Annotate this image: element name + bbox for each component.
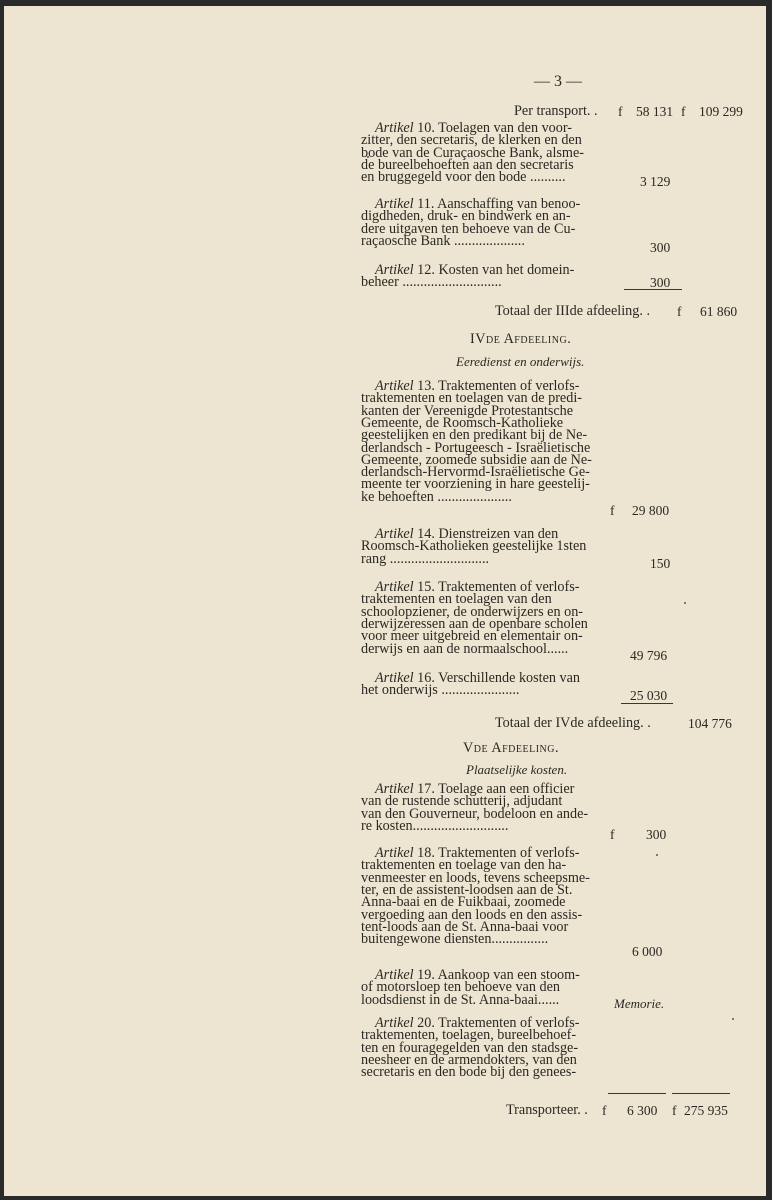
document-page [4, 6, 766, 1196]
article-14-amount: 150 [650, 556, 671, 571]
article-label: Artikel [375, 781, 414, 797]
article-label: Artikel [375, 262, 414, 278]
article-text: buitengewone diensten................ [361, 931, 549, 948]
transporteer-label: Transporteer. . [506, 1102, 588, 1118]
article-text: van den Gouverneur, bodeloon en ande- [361, 805, 589, 822]
article-text: meente ter voorziening in hare geestelij- [361, 476, 590, 493]
article-text: derwijzeressen aan de openbare scholen [361, 615, 588, 632]
text-line [361, 552, 489, 566]
article-text: traktementen en toelagen van den [361, 591, 552, 608]
article-text: Roomsch-Katholieken geestelijke 1sten [361, 538, 587, 555]
article-text: 12. Kosten van het domein- [413, 262, 575, 278]
article-text: Gemeente, de Roomsch-Katholieke [361, 414, 564, 431]
page-number: — 3 — [534, 73, 582, 90]
article-text: digdheden, druk- en bindwerk en an- [361, 208, 571, 225]
transporteer-f1: f [602, 1103, 607, 1118]
totaal-iii-f: f [677, 304, 682, 319]
article-text: het onderwijs ...................... [361, 682, 520, 699]
transporteer-amount2: 275 935 [684, 1103, 728, 1118]
article-label: Artikel [375, 1015, 414, 1031]
article-label: Artikel [375, 967, 414, 983]
article-12-amount: 300 [650, 275, 671, 290]
article-label: Artikel [375, 378, 414, 394]
totaal-iii-label: Totaal der IIIde afdeeling. . [495, 303, 650, 319]
article-text: 13. Traktementen of verlofs- [413, 378, 580, 394]
article-10-amount: 3 129 [640, 174, 671, 189]
section-v-title [463, 741, 559, 755]
article-text: 11. Aanschaffing van benoo- [413, 196, 581, 212]
article-text: bode van de Curaçaosche Bank, alsme- [361, 144, 584, 161]
article-13-amount: 29 800 [632, 503, 670, 518]
section-v-title-text: Vde Afdeeling. [463, 740, 560, 756]
article-18-amount: 6 000 [632, 944, 663, 959]
article-text: 18. Traktementen of verlofs- [413, 845, 580, 861]
text-line [361, 993, 559, 1007]
article-15-amount: 49 796 [630, 648, 668, 663]
article-19-amount: Memorie. [614, 996, 665, 1011]
article-text: kanten der Vereenigde Protestantsche [361, 402, 574, 419]
article-text: rang ............................ [361, 550, 490, 567]
article-16-amount: 25 030 [630, 688, 668, 703]
article-text: ke behoeften ..................... [361, 488, 512, 505]
scan-speck [656, 854, 658, 856]
article-text: vergoeding aan den loods en den assis- [361, 906, 583, 923]
article-text: ter, en de assistent-loodsen aan de St. [361, 881, 573, 898]
article-text: raçaosche Bank .................... [361, 232, 525, 249]
text-line [361, 642, 568, 656]
per-transport-f2: f [681, 104, 686, 119]
article-text: venmeester en loods, tevens scheepsme- [361, 869, 590, 886]
transporteer-amount1: 6 300 [627, 1103, 658, 1118]
article-text: secretaris en den bode bij den genees- [361, 1064, 577, 1081]
article-label: Artikel [375, 670, 414, 686]
per-transport-amount2: 109 299 [699, 104, 743, 119]
article-text: dere uitgaven ten behoeve van de Cu- [361, 220, 576, 237]
article-text: neesheer en de armendokters, van den [361, 1051, 577, 1068]
totaal-iv-label: Totaal der IVde afdeeling. . [495, 715, 651, 731]
per-transport-label: Per transport. . [514, 103, 598, 119]
section-v-subtitle: Plaatselijke kosten. [466, 762, 568, 777]
article-text: 14. Dienstreizen van den [413, 526, 559, 542]
article-text: tent-loods aan de St. Anna-baai voor [361, 918, 569, 935]
article-text: voor meer uitgebreid en elementair on- [361, 628, 583, 645]
article-label: Artikel [375, 526, 414, 542]
text-line [361, 234, 525, 248]
article-text: traktementen, toelagen, bureelbehoef- [361, 1027, 577, 1044]
text-line [361, 932, 548, 946]
transporteer-rule-2 [672, 1093, 730, 1094]
section-iv-title [470, 332, 571, 346]
transporteer-rule-1 [608, 1093, 666, 1094]
article-label: Artikel [375, 120, 414, 136]
totaal-iv-amount: 104 776 [688, 716, 732, 731]
article-text: re kosten........................... [361, 817, 509, 834]
article-text: loodsdienst in de St. Anna-baai...... [361, 991, 560, 1008]
per-transport-amount1: 58 131 [636, 104, 674, 119]
article-text: 19. Aankoop van een stoom- [413, 967, 580, 983]
article-text: derlandsch-Hervormd-Israëlietische Ge- [361, 464, 590, 481]
article-text: beheer ............................ [361, 274, 502, 291]
article-text: Anna-baai en de Fuikbaai, zoomede [361, 894, 566, 911]
article-text: 20. Traktementen of verlofs- [413, 1015, 580, 1031]
article-text: de bureelbehoeften aan den secretaris [361, 156, 574, 173]
subtotal-rule-iv [621, 703, 673, 704]
article-text: en bruggegeld voor den bode .......... [361, 169, 566, 186]
article-text: derlandsch - Portugeesch - Israëlietische [361, 439, 591, 456]
article-label: Artikel [375, 845, 414, 861]
article-13-f: f [610, 503, 615, 518]
article-label: Artikel [375, 579, 414, 595]
article-text: traktementen en toelage van den ha- [361, 857, 567, 874]
text-line [361, 683, 519, 697]
article-text: 10. Toelagen van den voor- [413, 120, 573, 136]
section-iv-subtitle: Eeredienst en onderwijs. [456, 354, 585, 369]
section-iv-title-text: IVde Afdeeling. [470, 331, 572, 347]
article-text: geestelijken en den predikant bij de Ne- [361, 427, 588, 444]
text-line [361, 1065, 576, 1079]
article-text: van de rustende schutterij, adjudant [361, 793, 563, 810]
article-text: Gemeente, zoomede subsidie aan de Ne- [361, 451, 592, 468]
subtotal-rule-iii [624, 289, 682, 290]
article-text: of motorsloep ten behoeve van den [361, 979, 560, 996]
transporteer-f2: f [672, 1103, 677, 1118]
article-11-amount: 300 [650, 240, 671, 255]
article-text: schoolopziener, de onderwijzers en on- [361, 603, 584, 620]
article-text: 16. Verschillende kosten van [413, 670, 581, 686]
article-text: 15. Traktementen of verlofs- [413, 579, 580, 595]
per-transport-f1: f [618, 104, 623, 119]
article-label: Artikel [375, 196, 414, 212]
text-line [361, 275, 502, 289]
article-text: zitter, den secretaris, de klerken en den [361, 132, 582, 149]
article-text: ten en fouragegelden van den stadsge- [361, 1039, 579, 1056]
article-17-amount: 300 [646, 827, 667, 842]
text-line [361, 490, 512, 504]
article-text: derwijs en aan de normaalschool...... [361, 640, 569, 657]
article-17-f: f [610, 827, 615, 842]
text-line [361, 819, 508, 833]
text-line [361, 170, 566, 184]
scan-speck [732, 1018, 734, 1020]
scan-speck [684, 602, 686, 604]
article-text: traktementen en toelagen van de predi- [361, 390, 582, 407]
article-text: 17. Toelage aan een officier [413, 781, 575, 797]
totaal-iii-amount: 61 860 [700, 304, 738, 319]
